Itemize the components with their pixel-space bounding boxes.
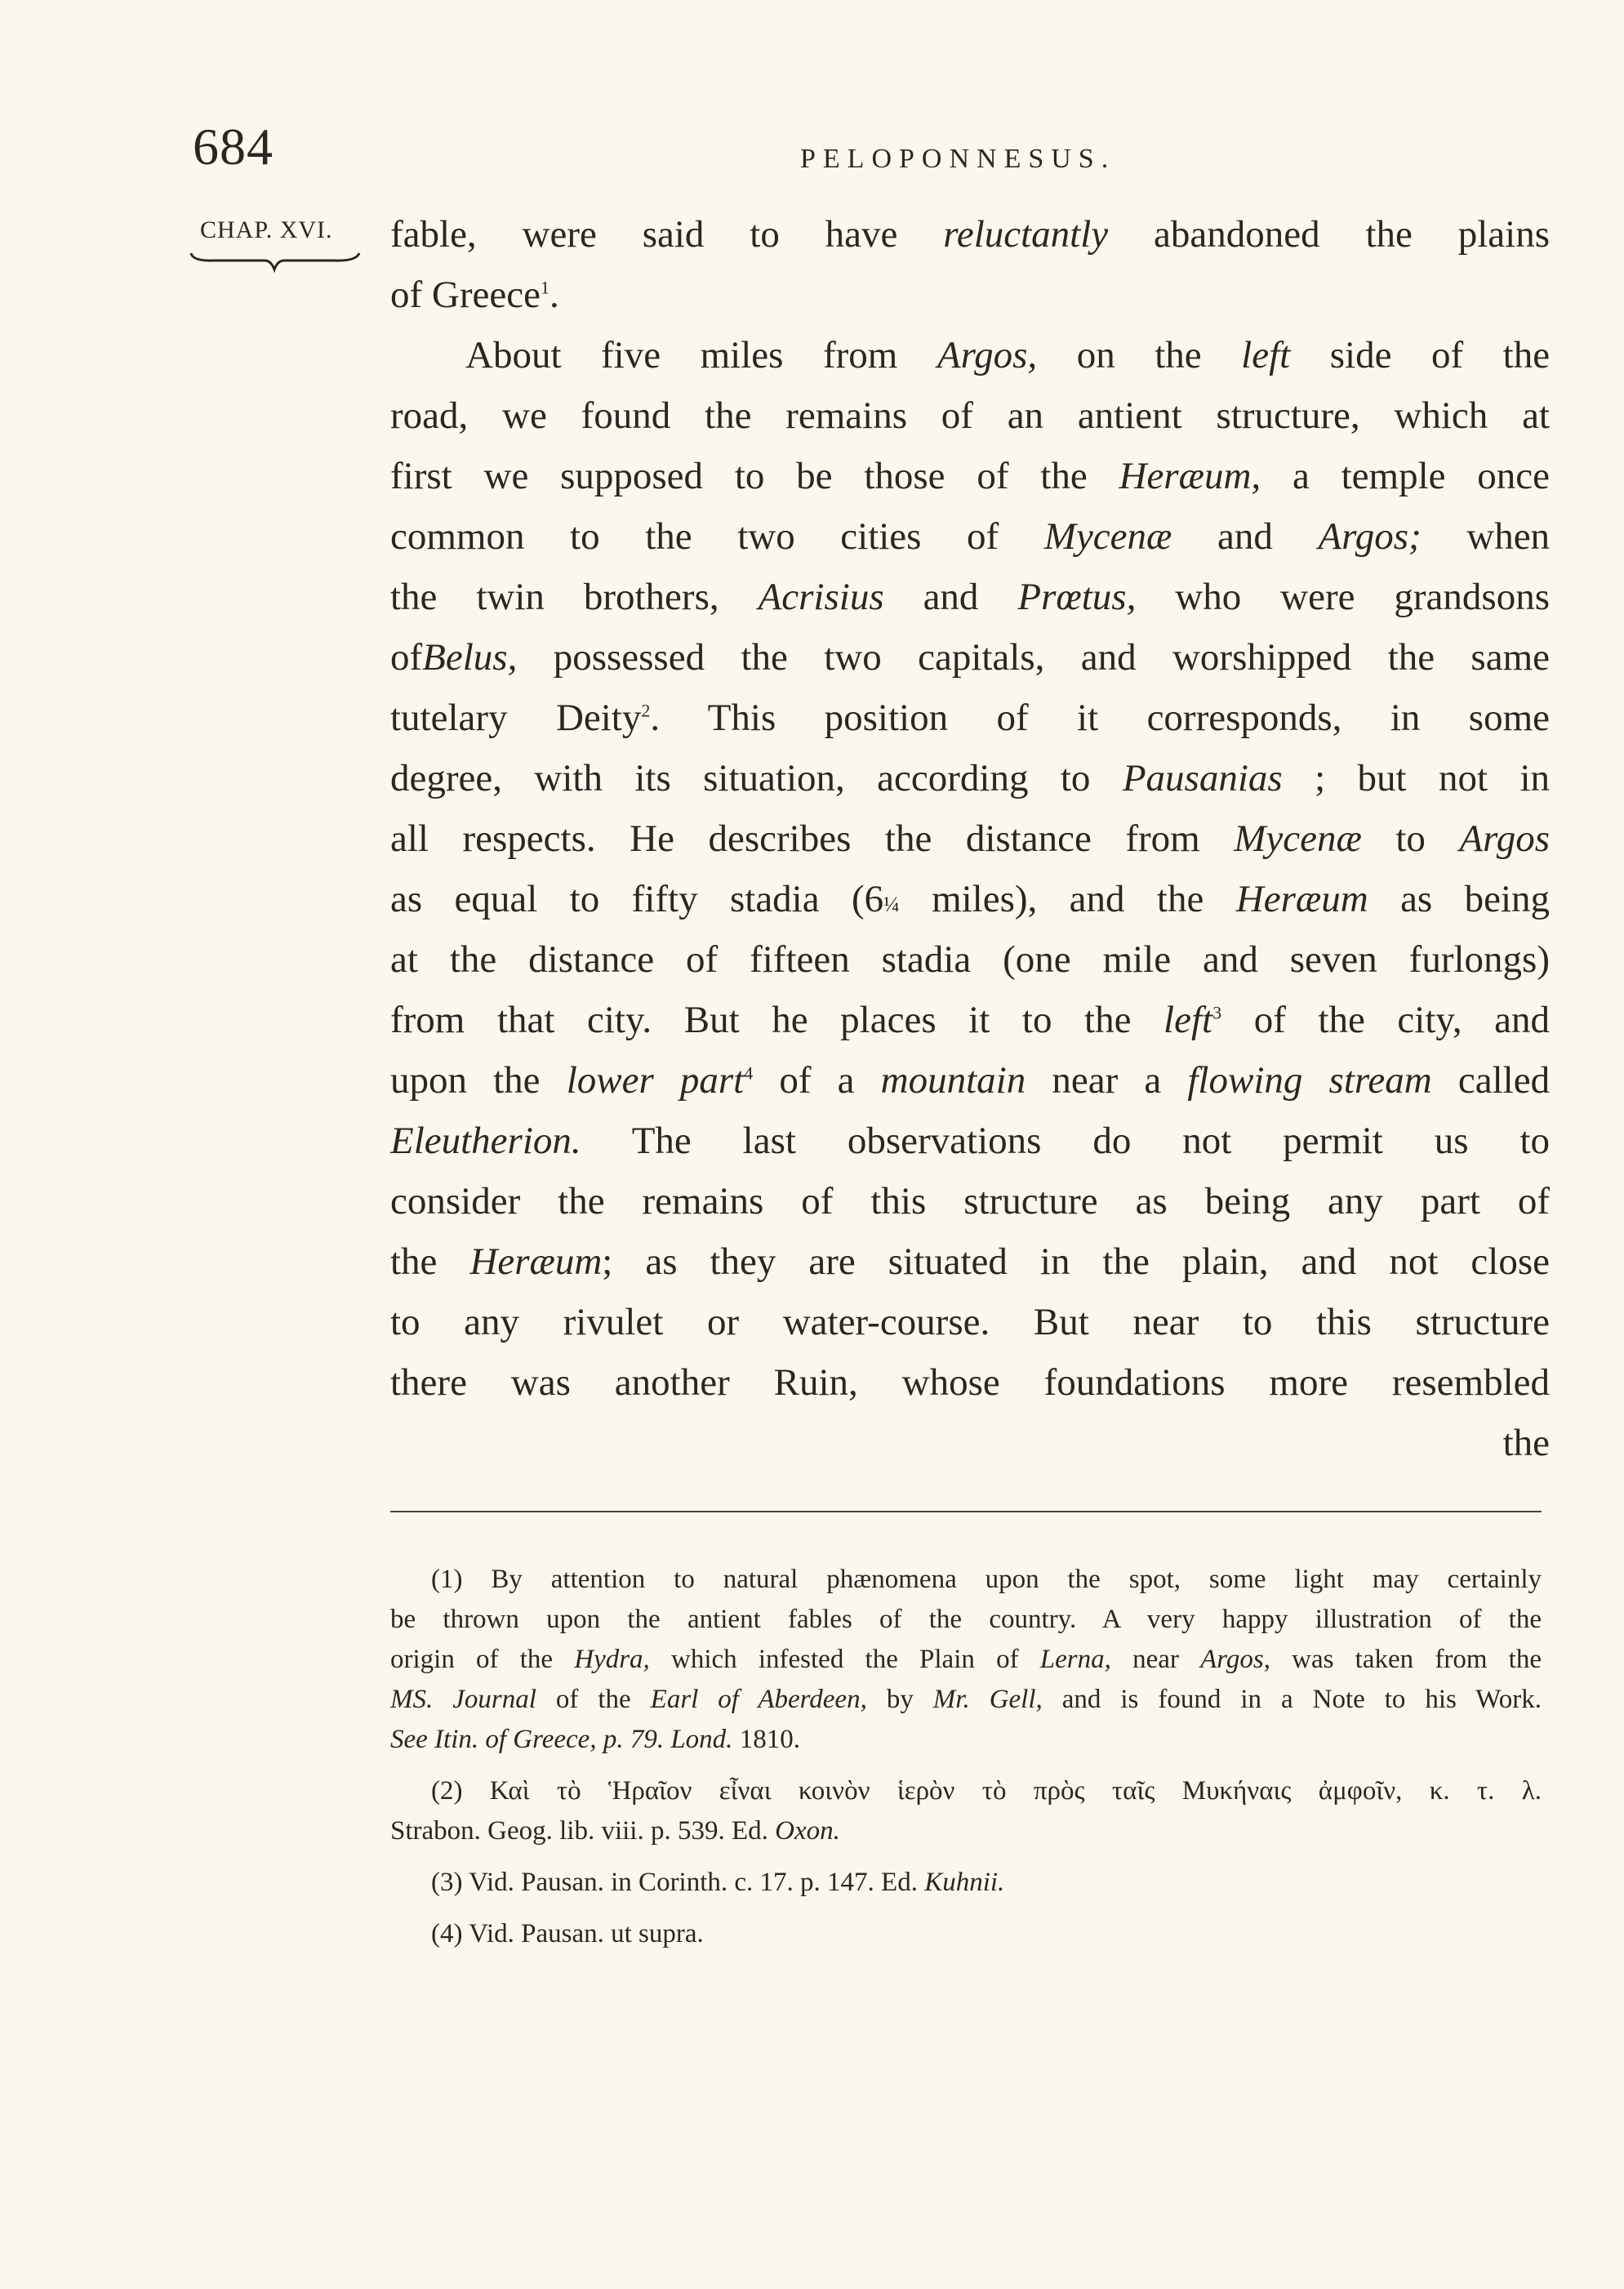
running-title: PELOPONNESUS. xyxy=(800,144,1116,174)
catchword: the xyxy=(1502,1422,1550,1464)
text-line: the Heræum; as they are situated in the plain, and not close xyxy=(390,1240,1550,1283)
footnote-line: (1) By attention to natural phænomena upon the spot, some light may certainly xyxy=(431,1565,1542,1594)
main-text xyxy=(390,204,1550,1473)
footnotes xyxy=(390,1560,1542,1954)
text-line: road, we found the remains of an antient structure, which at xyxy=(390,394,1550,437)
text-line: consider the remains of this structure as being any part of xyxy=(390,1180,1550,1222)
text-line: fable, were said to have reluctantly abandoned the plains xyxy=(390,213,1550,256)
footnote-line: See Itin. of Greece, p. 79. Lond. 1810. xyxy=(390,1725,800,1754)
footnote-ref: 1 xyxy=(540,277,549,298)
text-line: at the distance of fifteen stadia (one mile and seven furlongs) xyxy=(390,938,1550,981)
footnote-rule xyxy=(390,1511,1542,1512)
footnote-line: (4) Vid. Pausan. ut supra. xyxy=(431,1919,704,1948)
brace-ornament-icon xyxy=(189,250,361,274)
text-line: first we supposed to be those of the Heræum, a temple once xyxy=(390,455,1551,497)
footnote-line: (3) Vid. Pausan. in Corinth. c. 17. p. 147. Ed. Kuhnii. xyxy=(431,1868,1005,1897)
footnote-line: Strabon. Geog. lib. viii. p. 539. Ed. Oxon. xyxy=(390,1816,840,1846)
text-line: degree, with its situation, according to Pausanias ; but not in xyxy=(390,757,1551,799)
text-line: there was another Ruin, whose foundations more resembled xyxy=(390,1361,1550,1404)
footnote-line: be thrown upon the antient fables of the country. A very happy illustration of the xyxy=(390,1605,1542,1634)
footnote-ref: 4 xyxy=(744,1062,754,1084)
chapter-margin-label: CHAP. XVI. xyxy=(200,216,333,243)
page-number: 684 xyxy=(193,118,274,176)
text-line: the twin brothers, Acrisius and Prœtus, who were grandsons xyxy=(390,576,1550,618)
text-line: all respects. He describes the distance from Mycenæ to Argos xyxy=(390,817,1551,860)
footnote-line: (2) Καὶ τὸ Ἡραῖον εἶναι κοινὸν ἱερὸν τὸ πρὸς ταῖς Μυκήναις ἀμφοῖν, κ. τ. λ. xyxy=(431,1776,1542,1806)
text-line: as equal to fifty stadia (6¼ miles), and the Heræum as being xyxy=(390,878,1551,920)
footnote-line: MS. Journal of the Earl of Aberdeen, by Mr. Gell, and is found in a Note to his Work. xyxy=(390,1685,1542,1714)
footnote-ref: 2 xyxy=(641,700,651,721)
text-line: from that city. But he places it to the left$^3$ of the city, and xyxy=(390,999,1551,1041)
text-line: upon the lower part$^4$ of a mountain near a flowing stream called xyxy=(390,1059,1551,1102)
text-line: of Greece$^1$. xyxy=(390,274,559,316)
text-line: common to the two cities of Mycenæ and Argos; when xyxy=(390,515,1551,558)
footnote-line: origin of the Hydra, which infested the Plain of Lerna, near Argos, was taken from the xyxy=(390,1645,1542,1674)
text-line: ofBelus, possessed the two capitals, and worshipped the same xyxy=(390,636,1550,679)
text-line: Eleutherion. The last observations do not permit us to xyxy=(390,1120,1550,1162)
text-line: About five miles from Argos, on the left side of the xyxy=(465,334,1551,376)
text-line: to any rivulet or water-course. But near to this structure xyxy=(390,1301,1550,1343)
footnote-ref: 3 xyxy=(1212,1002,1222,1023)
text-line: tutelary Deity$^2$. This position of it corresponds, in some xyxy=(390,697,1550,739)
